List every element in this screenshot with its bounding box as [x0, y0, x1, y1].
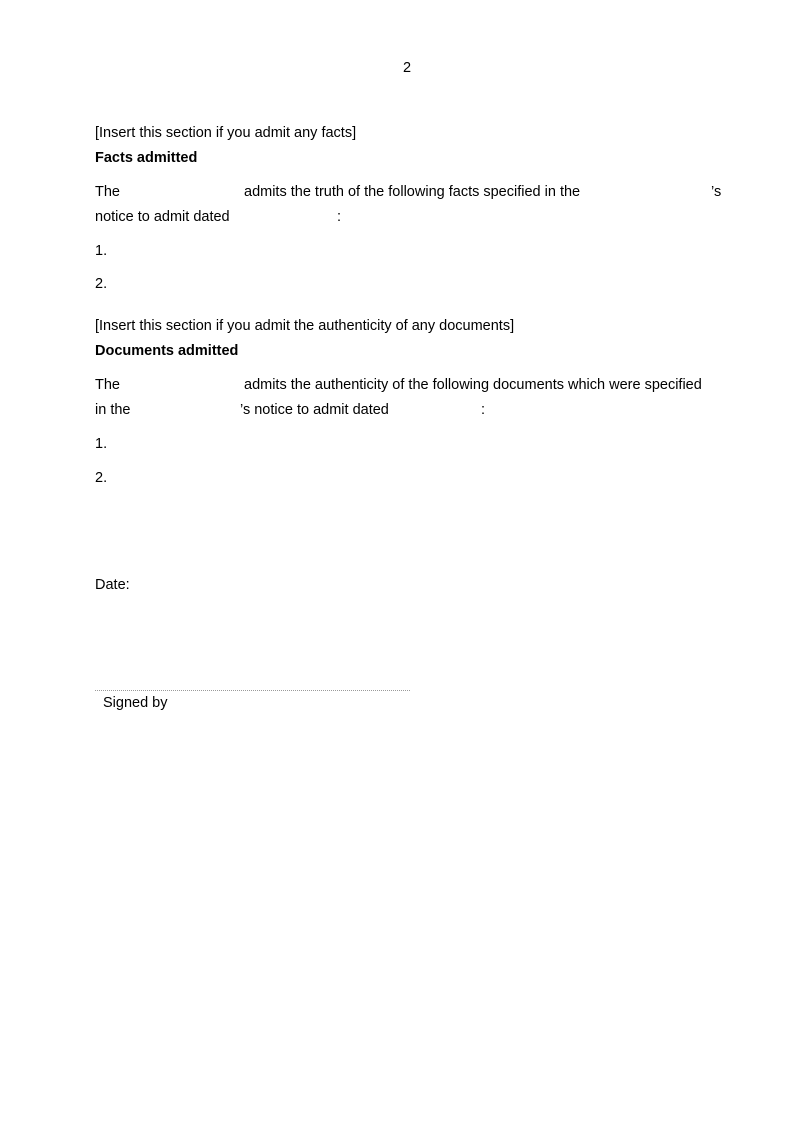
facts-instruction: [Insert this section if you admit any facts]: [95, 125, 357, 141]
signature-line: [95, 690, 410, 691]
signed-by-label: Signed by: [103, 695, 168, 711]
date-label: Date:: [95, 577, 130, 593]
facts-heading: Facts admitted: [95, 150, 198, 166]
facts-line1-possessive: ’s: [711, 184, 722, 200]
documents-instruction: [Insert this section if you admit the authenticity of any documents]: [95, 318, 515, 334]
facts-line1-text: admits the truth of the following facts specified in the: [244, 184, 581, 200]
documents-heading: Documents admitted: [95, 343, 239, 359]
documents-line1-text: admits the authenticity of the following documents which were specified: [244, 377, 702, 393]
documents-item-2: 2.: [95, 470, 108, 486]
facts-item-2: 2.: [95, 276, 108, 292]
documents-item-1: 1.: [95, 436, 108, 452]
documents-line2-colon: :: [481, 402, 486, 418]
facts-line2-colon: :: [337, 209, 342, 225]
facts-line1-the: The: [95, 184, 120, 200]
facts-item-1: 1.: [95, 243, 108, 259]
facts-line2-text: notice to admit dated: [95, 209, 230, 225]
documents-line2-text: ’s notice to admit dated: [240, 402, 389, 418]
page-number: 2: [403, 60, 412, 76]
documents-line1-the: The: [95, 377, 120, 393]
documents-line2-in-the: in the: [95, 402, 131, 418]
